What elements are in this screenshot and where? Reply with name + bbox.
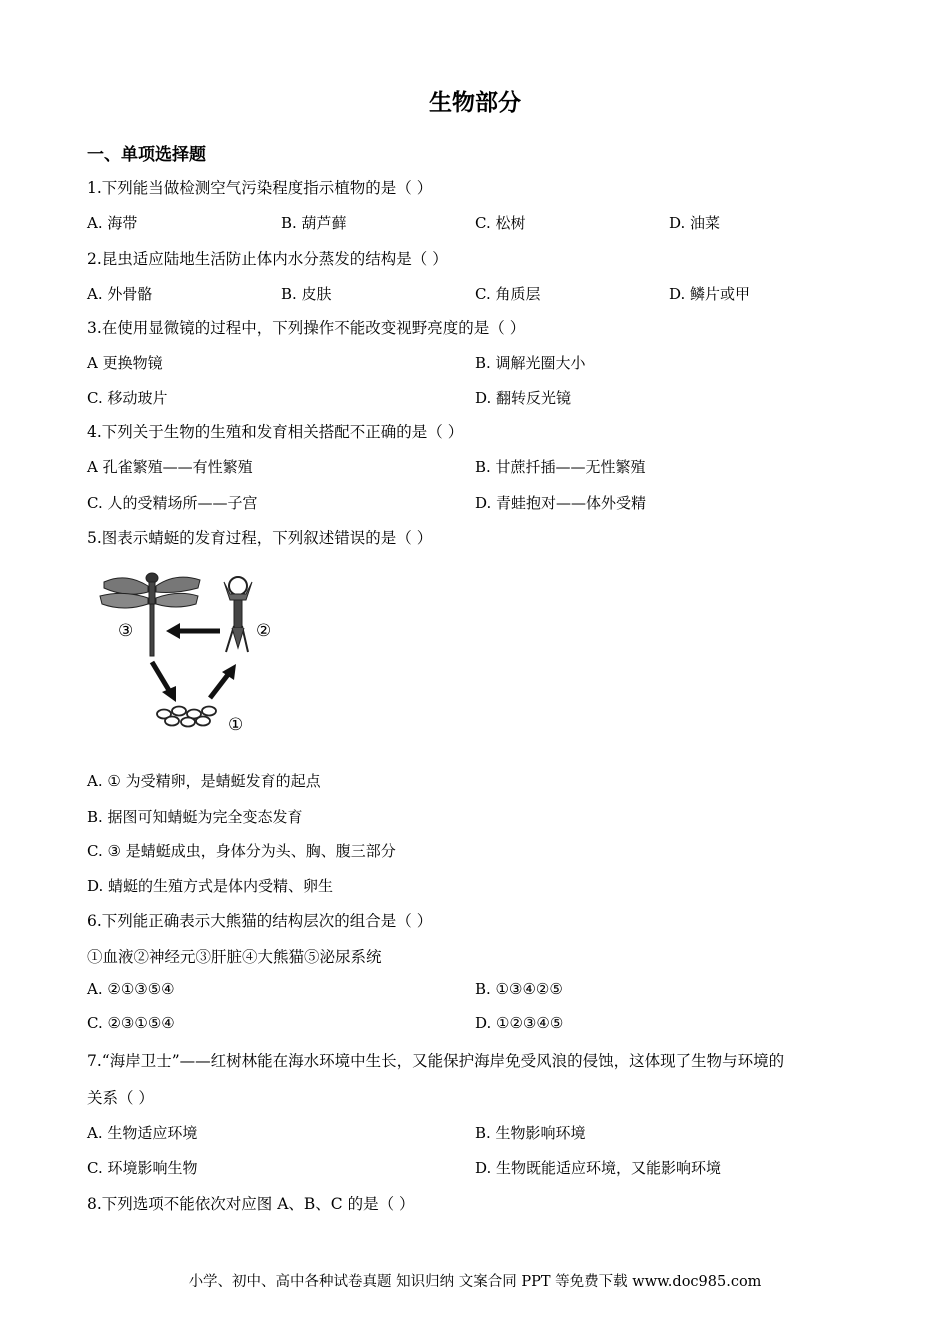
question-2-option-c: C. 角质层 xyxy=(475,285,541,303)
question-6-option-d: D. ①②③④⑤ xyxy=(475,1014,564,1032)
question-3-option-c: C. 移动玻片 xyxy=(87,389,168,407)
question-3-option-d: D. 翻转反光镜 xyxy=(475,389,572,407)
question-7-stem: 7.“海岸卫士”——红树林能在海水环境中生长，又能保护海岸免受风浪的侵蚀，这体现了生物与环境的 xyxy=(87,1052,785,1070)
question-1-stem: 1.下列能当做检测空气污染程度指示植物的是（ ） xyxy=(87,179,433,197)
question-5-option-a: A. ① 为受精卵，是蜻蜓发育的起点 xyxy=(87,772,321,790)
question-5-option-b: B. 据图可知蜻蜓为完全变态发育 xyxy=(87,808,303,826)
question-4-option-c: C. 人的受精场所——子宫 xyxy=(87,494,258,512)
question-6-stem: 6.下列能正确表示大熊猫的结构层次的组合是（ ） xyxy=(87,912,433,930)
question-2-option-d: D. 鳞片或甲 xyxy=(669,285,751,303)
section-heading: 一、单项选择题 xyxy=(87,145,206,165)
question-6-option-a: A. ②①③⑤④ xyxy=(87,980,175,998)
question-6-option-c: C. ②③①⑤④ xyxy=(87,1014,175,1032)
figure-label-2: ② xyxy=(256,621,272,641)
question-7-option-d: D. 生物既能适应环境，又能影响环境 xyxy=(475,1159,722,1177)
question-5-option-d: D. 蜻蜓的生殖方式是体内受精、卵生 xyxy=(87,877,334,895)
question-8-stem: 8.下列选项不能依次对应图 A、B、C 的是（ ） xyxy=(87,1195,415,1213)
figure-label-1: ① xyxy=(228,715,244,735)
question-7-stem-continued: 关系（ ） xyxy=(87,1089,154,1107)
question-1-option-c: C. 松树 xyxy=(475,214,526,232)
cycle-arrows xyxy=(152,623,236,702)
page-footer: 小学、初中、高中各种试卷真题 知识归纳 文案合同 PPT 等免费下载 www.doc985.com xyxy=(188,1274,762,1290)
question-2-option-a: A. 外骨骼 xyxy=(87,285,153,303)
question-3-option-a: A 更换物镜 xyxy=(87,354,163,372)
question-2-stem: 2.昆虫适应陆地生活防止体内水分蒸发的结构是（ ） xyxy=(87,250,448,268)
question-4-option-a: A 孔雀繁殖——有性繁殖 xyxy=(87,458,253,476)
question-1-option-d: D. 油菜 xyxy=(669,214,721,232)
question-4-option-d: D. 青蛙抱对——体外受精 xyxy=(475,494,647,512)
question-1-option-b: B. 葫芦藓 xyxy=(281,214,347,232)
page-title: 生物部分 xyxy=(429,90,521,116)
eggs-drawing xyxy=(157,707,216,727)
question-5-stem: 5.图表示蜻蜓的发育过程，下列叙述错误的是（ ） xyxy=(87,529,433,547)
question-7-option-c: C. 环境影响生物 xyxy=(87,1159,198,1177)
nymph-drawing xyxy=(224,577,252,652)
adult-dragonfly-drawing xyxy=(100,573,200,656)
question-7-option-a: A. 生物适应环境 xyxy=(87,1124,198,1142)
dragonfly-life-cycle-figure xyxy=(96,568,286,740)
question-3-option-b: B. 调解光圈大小 xyxy=(475,354,586,372)
question-2-option-b: B. 皮肤 xyxy=(281,285,332,303)
question-4-option-b: B. 甘蔗扦插——无性繁殖 xyxy=(475,458,646,476)
question-6-option-b: B. ①③④②⑤ xyxy=(475,980,563,998)
figure-label-3: ③ xyxy=(118,621,134,641)
question-5-option-c: C. ③ 是蜻蜓成虫，身体分为头、胸、腹三部分 xyxy=(87,842,396,860)
question-1-option-a: A. 海带 xyxy=(87,214,138,232)
question-4-stem: 4.下列关于生物的生殖和发育相关搭配不正确的是（ ） xyxy=(87,423,464,441)
question-3-stem: 3.在使用显微镜的过程中，下列操作不能改变视野亮度的是（ ） xyxy=(87,319,526,337)
question-6-items: ①血液②神经元③肝脏④大熊猫⑤泌尿系统 xyxy=(87,948,382,966)
question-7-option-b: B. 生物影响环境 xyxy=(475,1124,586,1142)
